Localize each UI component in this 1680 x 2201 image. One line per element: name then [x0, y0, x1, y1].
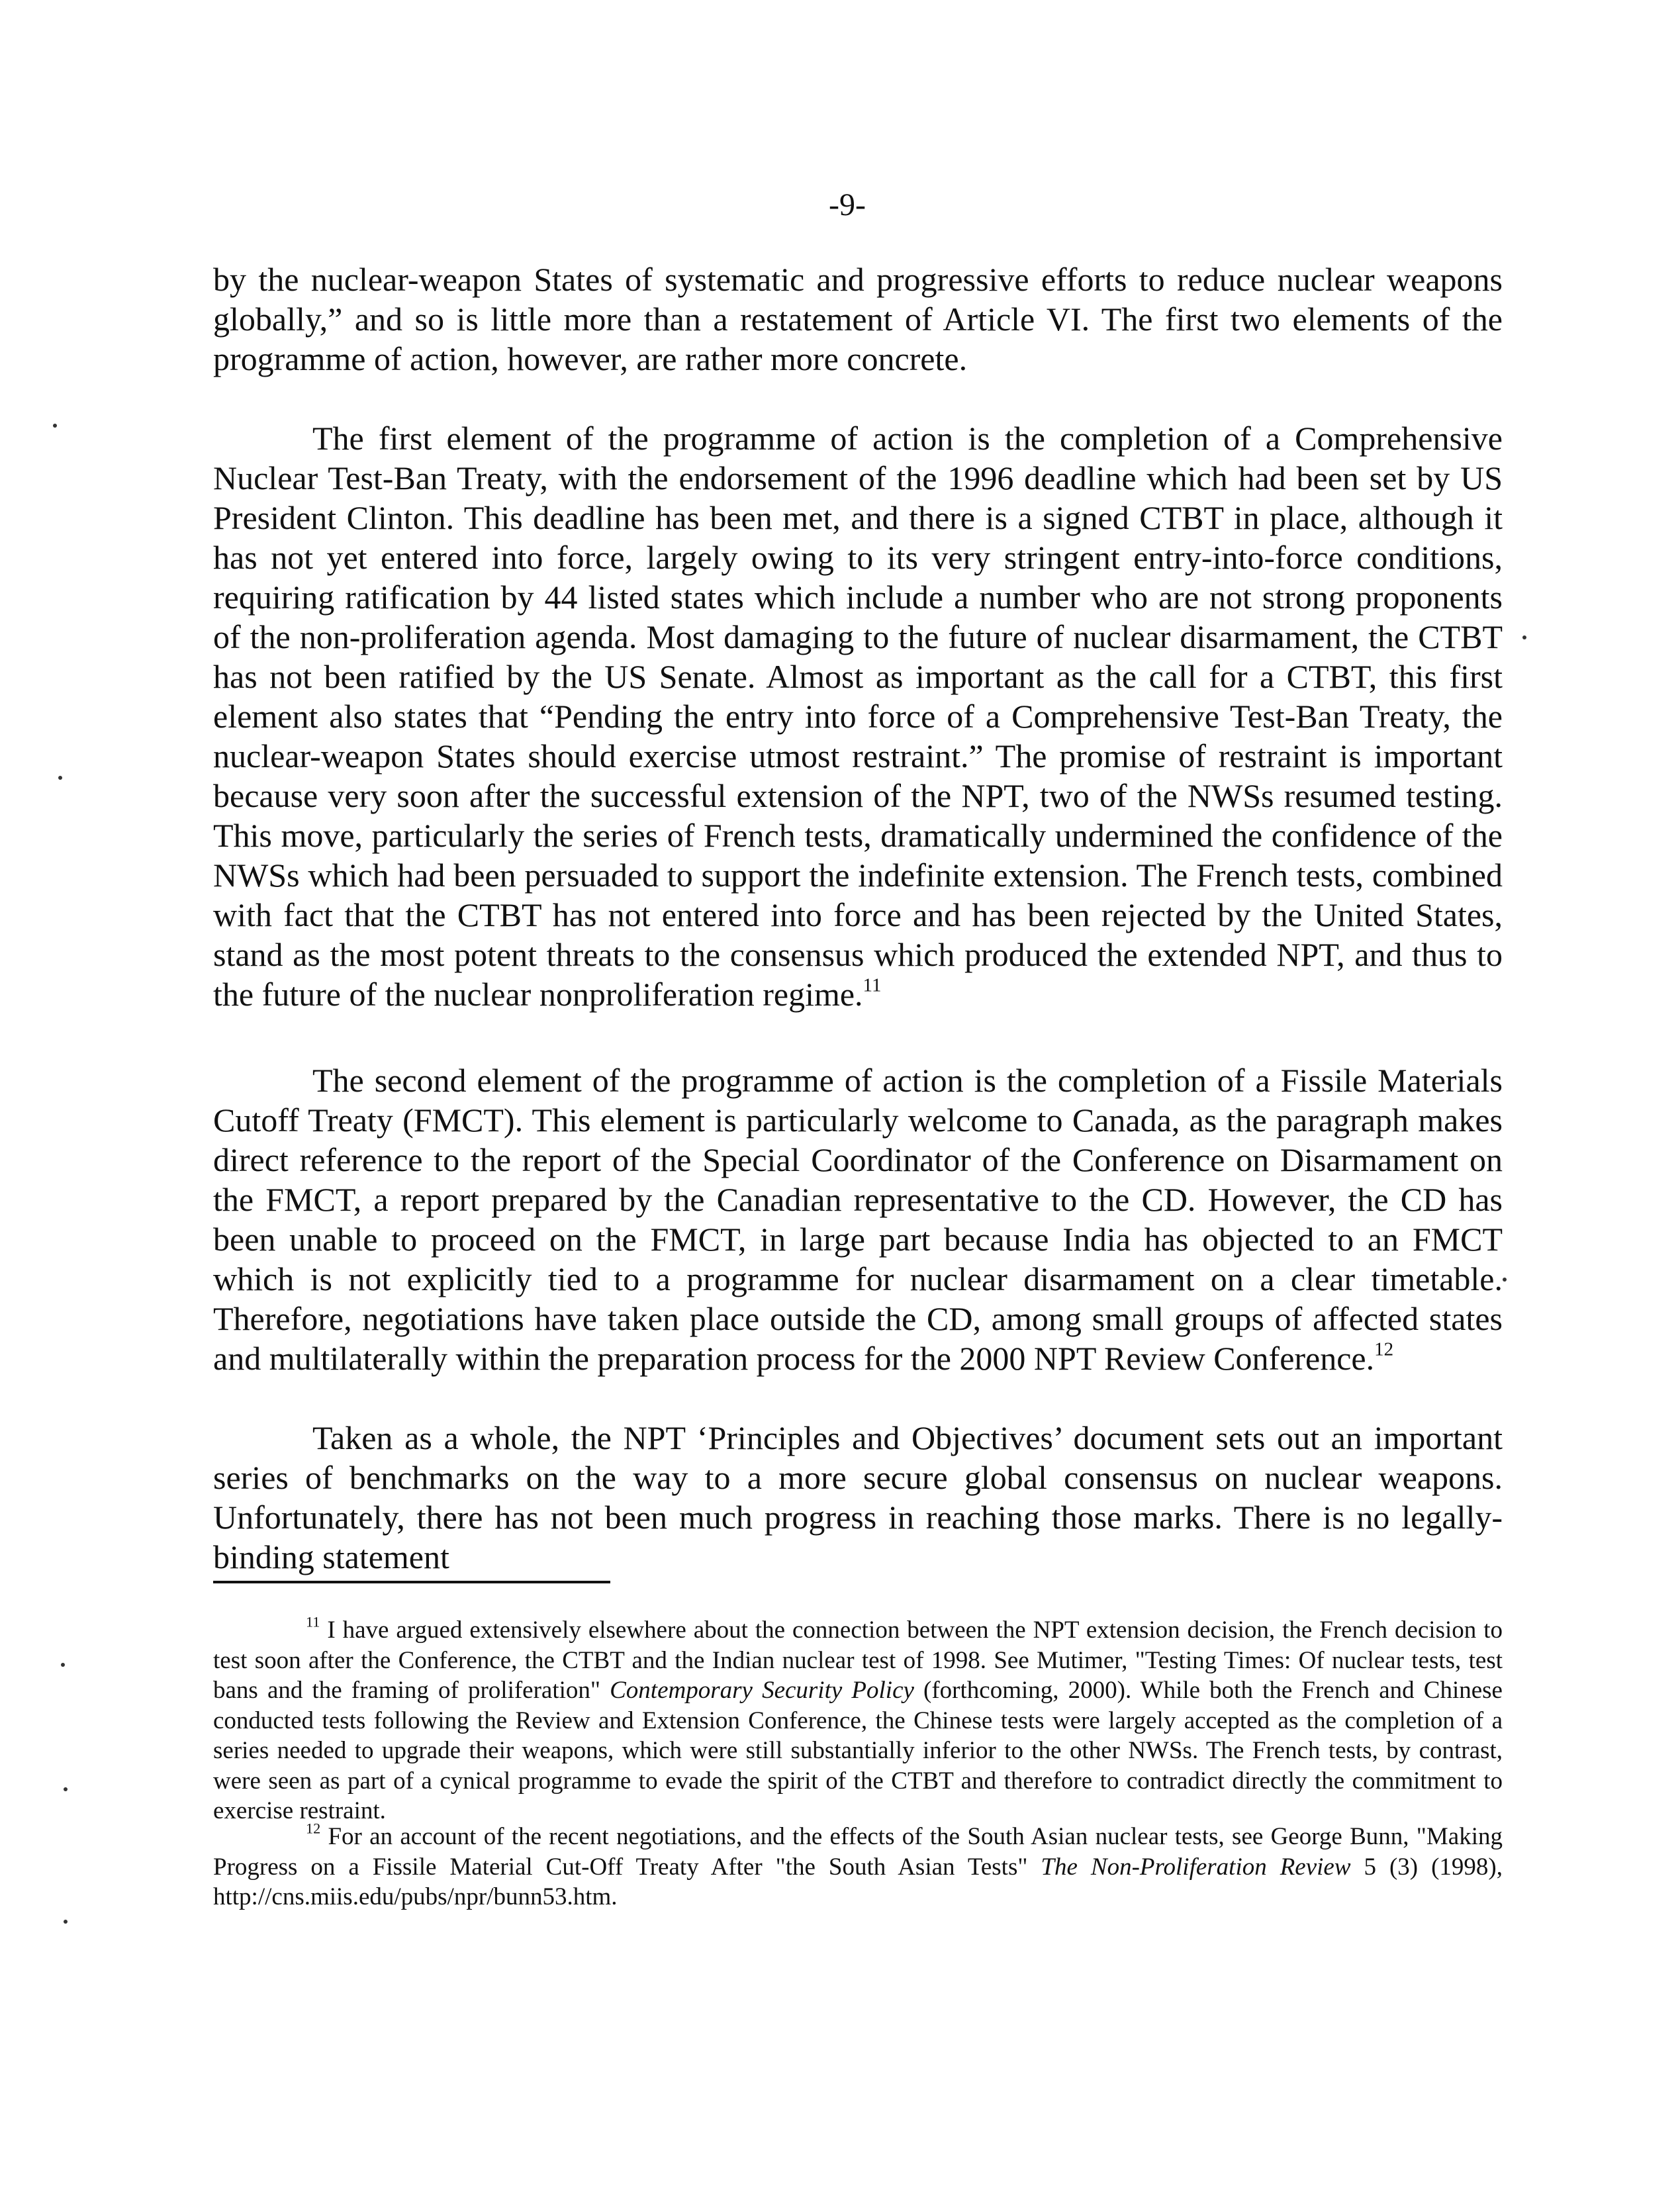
- footnote-text: I have argued extensively elsewhere about the connection between the NPT extension decision, the French decision to test soon after the Conference, the CTBT and the Indian nuclear test of 1998. See Mutimer, "Testing Times: Of nuclear tests, test bans and the framing of proliferation": [213, 1616, 1503, 1704]
- body-paragraph: [213, 1060, 1503, 1378]
- scan-speck: [58, 776, 62, 780]
- footnote: [213, 1822, 1503, 1912]
- journal-title: Contemporary Security Policy: [610, 1677, 914, 1704]
- footnote-reference[interactable]: 11: [863, 974, 882, 996]
- footnote-body: [213, 1615, 1503, 1826]
- footnote-text: For an account of the recent negotiations, and the effects of the South Asian nuclear tests, see George Bunn, "Making Progress on a Fissile Material Cut-Off Treaty After "the South Asian Tests": [213, 1823, 1503, 1881]
- journal-title: The Non-Proliferation Review: [1041, 1853, 1351, 1881]
- footnote: [213, 1615, 1503, 1826]
- footnote-reference[interactable]: 12: [1374, 1338, 1394, 1360]
- footnote-separator: [213, 1581, 610, 1583]
- page-number: -9-: [829, 187, 866, 222]
- body-paragraph: [213, 418, 1503, 1014]
- footnote-marker: 12: [306, 1820, 321, 1837]
- paragraph-text: The second element of the programme of action is the completion of a Fissile Materials Cutoff Treaty (FMCT). This element is particularly welcome to Canada, as the paragraph makes direct reference to the report of the Special Coordinator of the Conference on Disarmament on the FMCT, a report prepared by the Canadian representative to the CD. However, the CD has been unable to proceed on the FMCT, in large part because India has objected to an FMCT which is not explicitly tied to a programme for nuclear disarmament on a clear timetable. Therefore, negotiations have taken place outside the CD, among small groups of affected states and multilaterally within the preparation process for the 2000 NPT Review Conference.: [213, 1062, 1503, 1377]
- scan-speck: [53, 424, 57, 428]
- footnote-text: (forthcoming, 2000). While both the French and Chinese conducted tests following the Review and Extension Conference, the Chinese tests were largely accepted as the completion of a series needed to upgrade their weapons, which were still substantially inferior to the other NWSs. The French tests, by contrast, were seen as part of a cynical programme to evade the spirit of the CTBT and therefore to contradict directly the commitment to exercise restraint.: [213, 1677, 1503, 1824]
- scan-speck: [1522, 635, 1526, 639]
- body-paragraph: [213, 259, 1503, 379]
- scan-speck: [61, 1663, 65, 1667]
- paragraph-text: Taken as a whole, the NPT ‘Principles and Objectives’ document sets out an important series of benchmarks on the way to a more secure global consensus on nuclear weapons. Unfortunately, there has not been much progress in reaching those marks. There is no legally-binding statement: [213, 1419, 1503, 1575]
- body-paragraph: [213, 1418, 1503, 1577]
- scan-speck: [64, 1920, 68, 1924]
- scan-speck: [64, 1787, 68, 1791]
- footnote-text: 5 (3) (1998), http://cns.miis.edu/pubs/npr/bunn53.htm.: [213, 1853, 1503, 1910]
- footnote-marker: 11: [306, 1613, 320, 1630]
- footnote-body: [213, 1822, 1503, 1912]
- scan-speck: [1503, 1278, 1507, 1282]
- paragraph-text: by the nuclear-weapon States of systematic and progressive efforts to reduce nuclear weapons globally,” and so is little more than a restatement of Article VI. The first two elements of the programme of action, however, are rather more concrete.: [213, 261, 1503, 377]
- paragraph: [213, 1060, 1503, 1378]
- paragraph-text: The first element of the programme of action is the completion of a Comprehensive Nuclear Test-Ban Treaty, with the endorsement of the 1996 deadline which had been set by US President Clinton. This deadline has been met, and there is a signed CTBT in place, although it has not yet entered into force, largely owing to its very stringent entry-into-force conditions, requiring ratification by 44 listed states which include a number who are not strong proponents of the non-proliferation agenda. Most damaging to the future of nuclear disarmament, the CTBT has not been ratified by the US Senate. Almost as important as the call for a CTBT, this first element also states that “Pending the entry into force of a Comprehensive Test-Ban Treaty, the nuclear-weapon States should exercise utmost restraint.” The promise of restraint is important because very soon after the successful extension of the NPT, two of the NWSs resumed testing. This move, particularly the series of French tests, dramatically undermined the confidence of the NWSs which had been persuaded to support the indefinite extension. The French tests, combined with fact that the CTBT has not entered into force and has been rejected by the United States, stand as the most potent threats to the consensus which produced the extended NPT, and thus to the future of the nuclear nonproliferation regime.: [213, 420, 1503, 1013]
- paragraph: [213, 418, 1503, 1014]
